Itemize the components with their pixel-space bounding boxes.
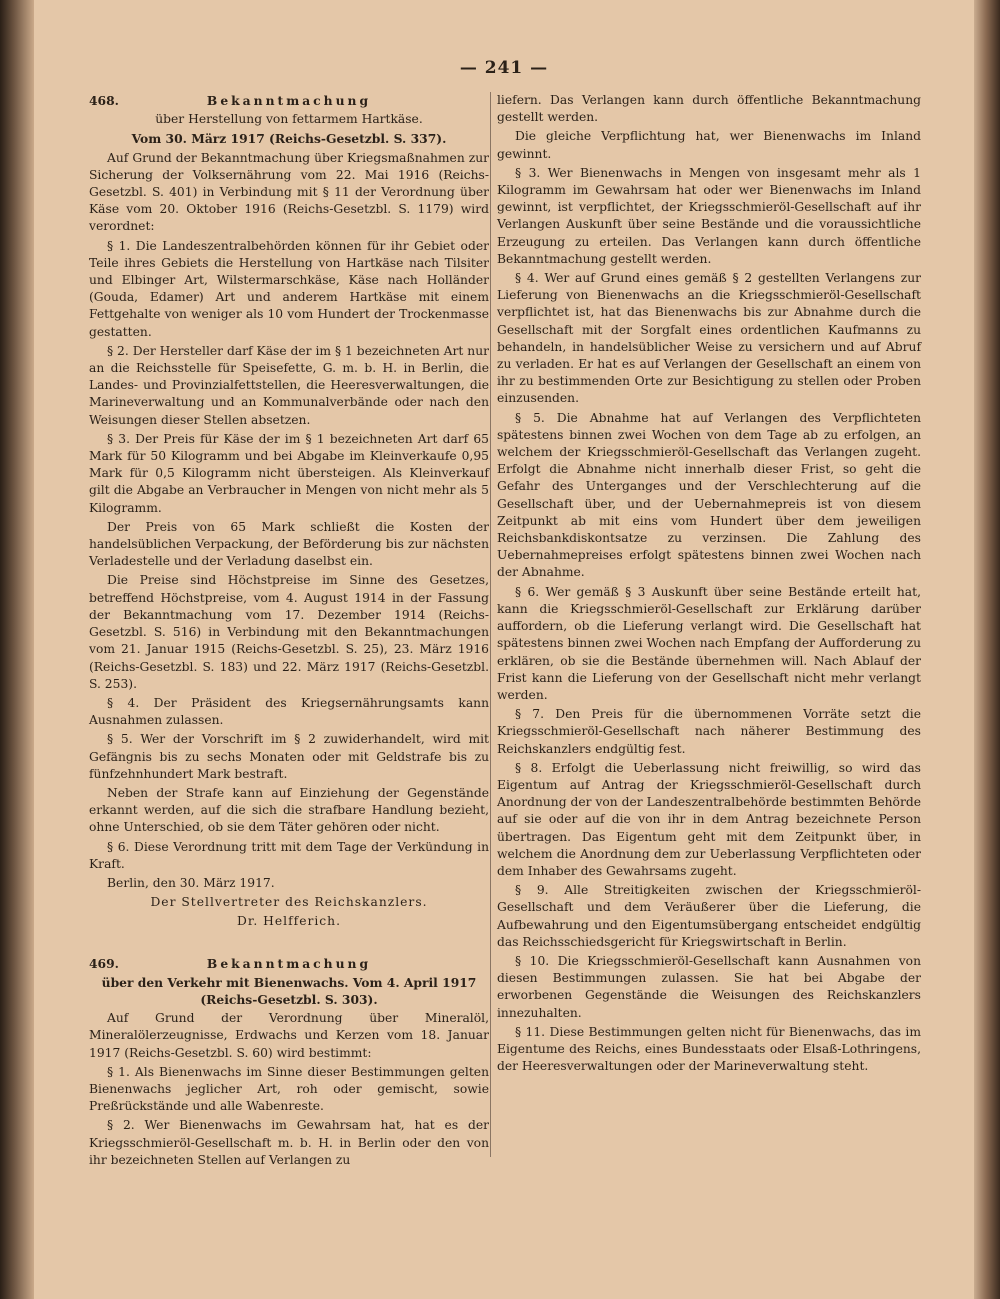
paragraph: § 1. Als Bienenwachs im Sinne dieser Bestimmungen gelten Bienenwachs jeglicher Art, roh oder gemischt, sowie Preßrückstände und alle Wabenreste. — [89, 1064, 489, 1114]
paragraph: § 4. Der Präsident des Kriegsernährungsamts kann Ausnahmen zulassen. — [89, 695, 489, 728]
notice-heading — [89, 955, 489, 972]
paragraph: § 3. Wer Bienenwachs in Mengen von insgesamt mehr als 1 Kilogramm im Gewahrsam hat oder wer Bienenwachs im Inland gewinnt, ist verpflichtet, der Kriegsschmieröl-Gesellschaft auf ihr Verlangen Auskunft über seine Bestände und die voraussichtliche Erzeugung zu erteilen. Das Verlangen kann durch öffentliche Bekanntmachung gestellt werden. — [497, 165, 921, 266]
notice-469 — [89, 955, 489, 1169]
notice-number: 468. — [89, 93, 119, 108]
paragraph: § 5. Wer der Vorschrift im § 2 zuwiderhandelt, wird mit Gefängnis bis zu sechs Monaten oder mit Geldstrafe bis zu fünfzehnhundert Mark bestraft. — [89, 732, 489, 781]
paragraph: Die gleiche Verpflichtung hat, wer Bienenwachs im Inland gewinnt. — [497, 129, 921, 161]
paragraph: § 8. Erfolgt die Ueberlassung nicht freiwillig, so wird das Eigentum auf Antrag der Kriegsschmieröl-Gesellschaft durch Anordnung der von der Landeszentralbehörde bestimmten Behörde auf sie oder auf die von ihr in dem Antrag bezeichnete Person übertragen. Das Eigentum geht mit dem Zeitpunkt über, in welchem die Anordnung dem zur Ueberlassung Verpflichteten oder dem Inhaber des Gewahrsams zugeht. — [497, 760, 921, 878]
document-page — [34, 0, 974, 1299]
notice-468 — [89, 92, 489, 931]
paragraph: § 9. Alle Streitigkeiten zwischen der Kriegsschmieröl-Gesellschaft und dem Veräußerer über die Lieferung, die Aufbewahrung und den Eigentumsübergang entscheidet endgültig das Reichsschiedsgericht für Kriegswirtschaft in Berlin. — [497, 883, 921, 949]
right-column — [497, 92, 921, 1077]
column-divider — [490, 92, 491, 1157]
paragraph: Auf Grund der Bekanntmachung über Kriegsmaßnahmen zur Sicherung der Volksernährung vom 22. Mai 1916 (Reichs-Gesetzbl. S. 401) in Verbindung mit § 11 der Verordnung über Käse vom 20. Oktober 1916 (Reichs-Gesetzbl. S. 1179) wird verordnet: — [89, 150, 489, 234]
notice-subheading: über Herstellung von fettarmem Hartkäse. — [155, 112, 423, 127]
paragraph: Die Preise sind Höchstpreise im Sinne des Gesetzes, betreffend Höchstpreise, vom 4. August 1914 in der Fassung der Bekanntmachung vom 17. Dezember 1914 (Reichs-Gesetzbl. S. 516) in Verbindung mit den Bekanntmachungen vom 21. Januar 1915 (Reichs-Gesetzbl. S. 25), 23. März 1916 (Reichs-Gesetzbl. S. 183) und 22. März 1917 (Reichs-Gesetzbl. S. 253). — [89, 573, 489, 691]
paragraph: § 11. Diese Bestimmungen gelten nicht für Bienenwachs, das im Eigentume des Reichs, eines Bundesstaats oder Elsaß-Lothringens, der Heeresverwaltungen oder der Marineverwaltung steht. — [497, 1024, 921, 1074]
section-spacer — [89, 933, 489, 955]
paragraph: § 4. Wer auf Grund eines gemäß § 2 gestellten Verlangens zur Lieferung von Bienenwachs an die Kriegsschmieröl-Gesellschaft verpflichtet ist, hat das Bienenwachs bis zur Abnahme durch die Gesellschaft mit der Sorgfalt eines ordentlichen Kaufmanns zu behandeln, in handelsüblicher Weise zu versichern und auf Abruf zu verladen. Er hat es auf Verlangen der Gesellschaft an einem von ihr zu bestimmenden Orte zur Besichtigung zu stellen oder Proben einzusenden. — [497, 271, 921, 406]
paragraph: Auf Grund der Verordnung über Mineralöl, Mineralölerzeugnisse, Erdwachs und Kerzen vom 18. Januar 1917 (Reichs-Gesetzbl. S. 60) wird bestimmt: — [89, 1011, 489, 1060]
book-edge-right — [972, 0, 1000, 1299]
place-date: Berlin, den 30. März 1917. — [107, 875, 275, 890]
paragraph: liefern. Das Verlangen kann durch öffentliche Bekanntmachung gestellt werden. — [497, 93, 921, 125]
paragraph: § 1. Die Landeszentralbehörden können für ihr Gebiet oder Teile ihres Gebiets die Herstellung von Hartkäse nach Tilsiter und Elbinger Art, Wilstermarschkäse, Käse nach Holländer (Gouda, Edamer) Art und anderem Hartkäse mit einem Fettgehalte von weniger als 10 vom Hundert der Trockenmasse gestatten. — [89, 238, 489, 339]
signer-title: Der Stellvertreter des Reichskanzlers. — [150, 895, 428, 910]
paragraph: § 6. Diese Verordnung tritt mit dem Tage der Verkündung in Kraft. — [89, 839, 489, 871]
page-number: — 241 — — [459, 58, 549, 78]
paragraph: Neben der Strafe kann auf Einziehung der Gegenstände erkannt werden, auf die sich die strafbare Handlung bezieht, ohne Unterschied, ob sie dem Täter gehören oder nicht. — [89, 785, 489, 835]
book-spine-left — [0, 0, 34, 1299]
notice-heading-text: Bekanntmachung — [206, 955, 372, 971]
left-column — [89, 92, 489, 1171]
paragraph: § 2. Wer Bienenwachs im Gewahrsam hat, hat es der Kriegsschmieröl-Gesellschaft m. b. H. in Berlin oder den von ihr bezeichneten Stellen auf Verlangen zu — [89, 1118, 489, 1167]
paragraph: Der Preis von 65 Mark schließt die Kosten der handelsüblichen Verpackung, der Beförderung bis zur nächsten Verladestelle und der Verladung daselbst ein. — [89, 519, 489, 569]
signer-name: Dr. Helfferich. — [236, 914, 342, 929]
paragraph: § 10. Die Kriegsschmieröl-Gesellschaft kann Ausnahmen von diesen Bestimmungen zulassen. Sie hat bei Abgabe der erworbenen Gegenstände die Weisungen des Reichskanzlers innezuhalten. — [497, 953, 921, 1020]
notice-title: über den Verkehr mit Bienenwachs. Vom 4. April 1917 (Reichs-Gesetzbl. S. 303). — [101, 974, 477, 1007]
paragraph: § 7. Den Preis für die übernommenen Vorräte setzt die Kriegsschmieröl-Gesellschaft nach näherer Bestimmung des Reichskanzlers endgültig fest. — [497, 707, 921, 756]
paragraph: § 2. Der Hersteller darf Käse der im § 1 bezeichneten Art nur an die Reichsstelle für Speisefette, G. m. b. H. in Berlin, die Landes- und Provinzialfettstellen, die Heeresverwaltungen, die Marineverwaltung und an Kommunalverbände oder nach den Weisungen dieser Stellen absetzen. — [89, 343, 489, 427]
paragraph: § 5. Die Abnahme hat auf Verlangen des Verpflichteten spätestens binnen zwei Wochen von dem Tage ab zu erfolgen, an welchem der Kriegsschmieröl-Gesellschaft das Verlangen zugeht. Erfolgt die Abnahme nicht innerhalb dieser Frist, so geht die Gefahr des Unterganges und der Verschlechterung auf die Gesellschaft über, und der Uebernahmepreis ist von diesem Zeitpunkt ab mit eins vom Hundert über dem jeweiligen Reichsbankdiskontsatze zu verzinsen. Die Zahlung des Uebernahmepreises erfolgt spätestens binnen zwei Wochen nach der Abnahme. — [497, 410, 921, 580]
notice-heading — [89, 92, 489, 109]
notice-date-line: Vom 30. März 1917 (Reichs-Gesetzbl. S. 337). — [131, 131, 447, 147]
paragraph: § 6. Wer gemäß § 3 Auskunft über seine Bestände erteilt hat, kann die Kriegsschmieröl-Gesellschaft zur Erklärung darüber auffordern, ob die Lieferung verlangt wird. Die Gesellschaft hat spätestens binnen zwei Wochen nach Empfang der Aufforderung zu erklären, ob sie die Bestände übernehmen will. Nach Ablauf der Frist kann die Lieferung von der Gesellschaft nicht mehr verlangt werden. — [497, 584, 921, 702]
notice-heading-text: Bekanntmachung — [206, 93, 372, 108]
paragraph: § 3. Der Preis für Käse der im § 1 bezeichneten Art darf 65 Mark für 50 Kilogramm und bei Abgabe im Kleinverkaufe 0,95 Mark für 0,5 Kilogramm nicht übersteigen. Als Kleinverkauf gilt die Abgabe an Verbraucher in Mengen von nicht mehr als 5 Kilogramm. — [89, 431, 489, 515]
notice-number: 469. — [89, 955, 119, 971]
